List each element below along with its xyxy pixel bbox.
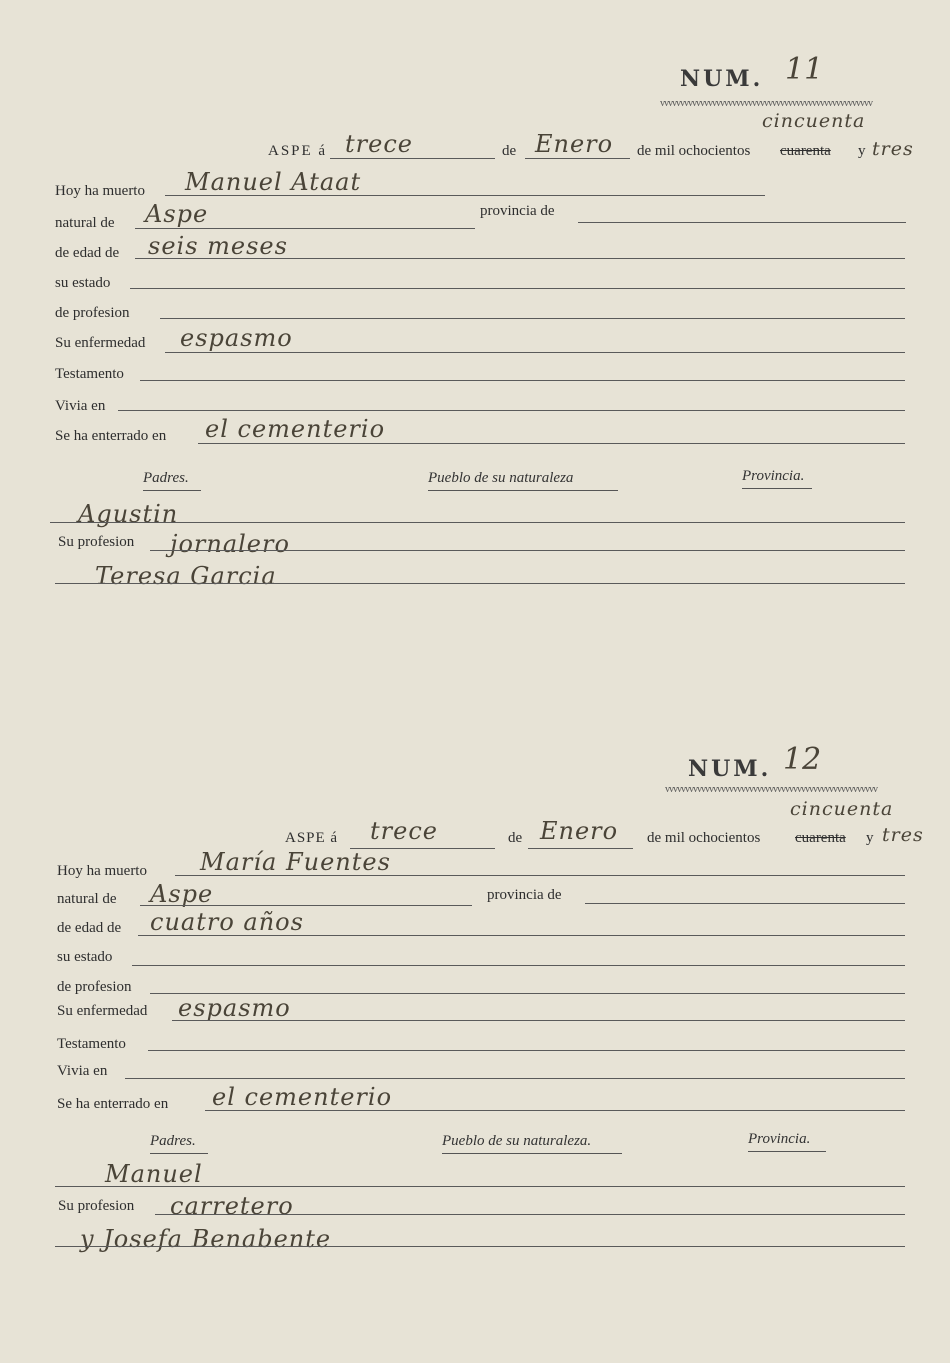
year-y: y [866,830,874,846]
native-label: natural de [57,891,117,907]
record-number-label: NUM. [680,66,764,92]
native-value: Aspe [150,880,214,908]
age-label: de edad de [55,245,120,261]
mother-name: y Josefa Benabente [80,1225,332,1253]
lived-label: Vivia en [55,398,106,414]
buried-value: el cementerio [212,1083,393,1111]
record-number-value: 12 [783,742,822,777]
native-value: Aspe [145,200,209,228]
decorative-rule: vvvvvvvvvvvvvvvvvvvvvvvvvvvvvvvvvvvvvvvvvvvvvvvvvvvvv [660,98,872,109]
native-label: natural de [55,215,115,231]
province-header: Provincia. [742,468,805,484]
deceased-name: María Fuentes [200,848,391,876]
died-label: Hoy ha muerto [57,863,147,879]
father-profession-label: Su profesion [58,534,135,550]
day-value: trece [345,130,413,158]
de-label: de [502,143,517,159]
buried-value: el cementerio [205,415,386,443]
will-label: Testamento [57,1036,126,1052]
year-unit: tres [882,824,924,846]
province-header: Provincia. [748,1131,811,1147]
town-header: Pueblo de su naturaleza [428,470,574,486]
father-name: Agustin [78,500,179,528]
decorative-rule: vvvvvvvvvvvvvvvvvvvvvvvvvvvvvvvvvvvvvvvvvvvvvvvvvvvvv [665,784,877,795]
died-label: Hoy ha muerto [55,183,145,199]
father-profession-label: Su profesion [58,1198,135,1214]
parents-header: Padres. [143,470,189,486]
day-value: trece [370,817,438,845]
year-unit: tres [872,138,914,160]
mother-name: Teresa Garcia [95,562,277,590]
place-label: ASPE á [268,143,328,159]
province-label: provincia de [480,203,555,219]
death-record-12 [0,690,950,1330]
year-inserted: cincuenta [762,110,866,132]
illness-label: Su enfermedad [55,335,146,351]
age-label: de edad de [57,920,122,936]
state-label: su estado [55,275,111,291]
parents-header: Padres. [150,1133,196,1149]
year-y: y [858,143,866,159]
profession-label: de profesion [57,979,132,995]
illness-value: espasmo [180,324,293,352]
place-label: ASPE á [285,830,339,846]
will-label: Testamento [55,366,124,382]
town-header: Pueblo de su naturaleza. [442,1133,592,1149]
deceased-name: Manuel Ataat [185,168,362,196]
year-inserted: cincuenta [790,798,894,820]
father-profession-value: carretero [170,1192,294,1220]
death-record-11 [0,0,950,640]
record-number-label: NUM. [688,756,772,782]
month-value: Enero [540,817,619,845]
year-struck: cuarenta [780,143,831,159]
buried-label: Se ha enterrado en [55,428,167,444]
age-value: cuatro años [150,908,304,936]
illness-value: espasmo [178,994,291,1022]
state-label: su estado [57,949,113,965]
year-struck: cuarenta [795,830,846,846]
lived-label: Vivia en [57,1063,108,1079]
profession-label: de profesion [55,305,130,321]
year-prefix: de mil ochocientos [637,143,751,159]
year-prefix: de mil ochocientos [647,830,761,846]
age-value: seis meses [148,232,288,260]
father-name: Manuel [105,1160,203,1188]
de-label: de [508,830,523,846]
illness-label: Su enfermedad [57,1003,148,1019]
father-profession-value: jornalero [170,530,290,558]
province-label: provincia de [487,887,562,903]
record-number-value: 11 [785,52,824,87]
month-value: Enero [535,130,614,158]
buried-label: Se ha enterrado en [57,1096,169,1112]
